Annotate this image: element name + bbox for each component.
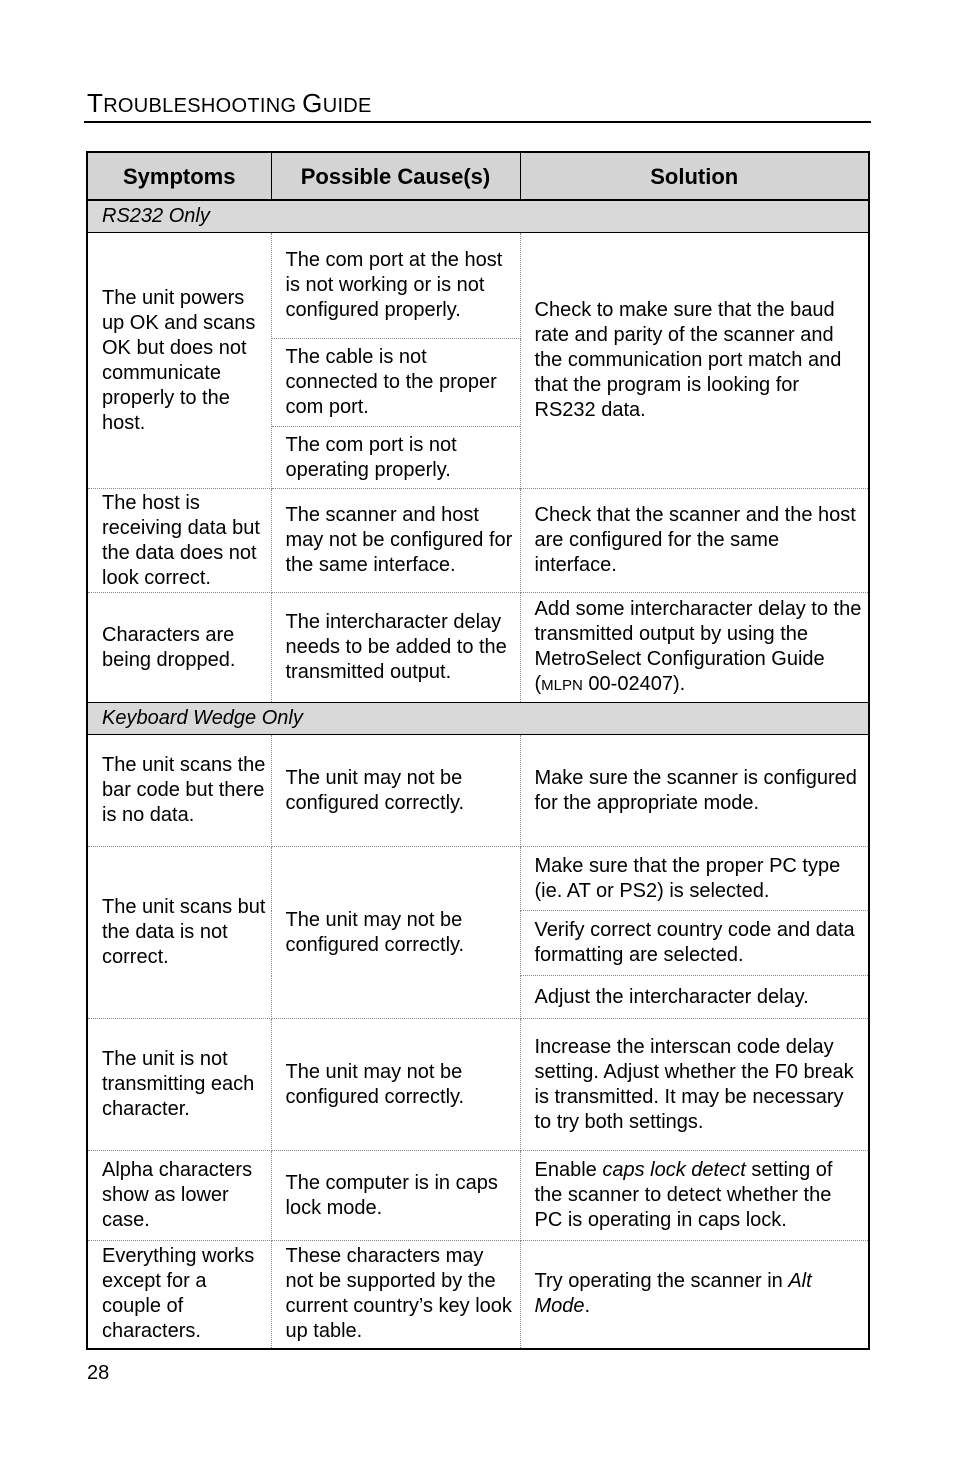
title-initial-g: G <box>302 88 323 118</box>
table-row <box>87 847 869 911</box>
solution-cell <box>520 593 869 703</box>
cause-cell: The computer is in caps lock mode. <box>271 1151 520 1241</box>
symptom-cell: Everything works except for a couple of characters. <box>87 1241 271 1349</box>
section-row-keyboard-wedge <box>87 703 869 735</box>
cause-cell: The unit may not be configured correctly. <box>271 1019 520 1151</box>
section-row-rs232 <box>87 200 869 233</box>
solution-cell: Check to make sure that the baud rate and parity of the scanner and the communication port match and that the program is looking for RS232 data. <box>520 233 869 489</box>
cause-cell: The cable is not connected to the proper com port. <box>271 339 520 427</box>
solution-text: setting of the scanner to detect whether the PC is operating in caps lock. <box>534 1159 833 1231</box>
title-rest-2: UIDE <box>322 95 372 117</box>
symptom-cell: The unit powers up OK and scans OK but does not communicate properly to the host. <box>87 233 271 489</box>
table-header-row <box>87 152 869 200</box>
solution-text: . <box>584 1295 591 1318</box>
section-label-rs232: RS232 Only <box>87 200 869 233</box>
solution-cell: Make sure the scanner is configured for the appropriate mode. <box>520 735 869 847</box>
title-initial-t: T <box>87 88 104 118</box>
title-underline <box>84 121 871 123</box>
troubleshooting-table <box>86 151 870 1350</box>
symptom-cell: The unit is not transmitting each character. <box>87 1019 271 1151</box>
solution-cell <box>520 1241 869 1349</box>
solution-text: Try operating the scanner in <box>534 1270 789 1293</box>
table-row <box>87 593 869 703</box>
solution-cell: Make sure that the proper PC type (ie. AT or PS2) is selected. <box>520 847 869 911</box>
header-solution: Solution <box>520 152 869 200</box>
symptom-cell: Characters are being dropped. <box>87 593 271 703</box>
header-causes: Possible Cause(s) <box>271 152 520 200</box>
solution-cell: Verify correct country code and data formatting are selected. <box>520 911 869 976</box>
cause-cell: The com port is not operating properly. <box>271 427 520 489</box>
symptom-cell: The unit scans but the data is not correct. <box>87 847 271 1019</box>
table-row <box>87 1019 869 1151</box>
solution-emphasis: caps lock detect <box>602 1159 746 1181</box>
cause-cell: The intercharacter delay needs to be added to the transmitted output. <box>271 593 520 703</box>
table-row <box>87 233 869 339</box>
table-row <box>87 1151 869 1241</box>
cause-cell: The scanner and host may not be configured for the same interface. <box>271 489 520 593</box>
solution-cell: Adjust the intercharacter delay. <box>520 976 869 1019</box>
cause-cell: The com port at the host is not working or is not configured properly. <box>271 233 520 339</box>
cause-cell: The unit may not be configured correctly. <box>271 847 520 1019</box>
symptom-cell: The unit scans the bar code but there is no data. <box>87 735 271 847</box>
symptom-cell: The host is receiving data but the data does not look correct. <box>87 489 271 593</box>
table-row <box>87 489 869 593</box>
symptom-cell: Alpha characters show as lower case. <box>87 1151 271 1241</box>
cause-cell: These characters may not be supported by the current country’s key look up table. <box>271 1241 520 1349</box>
solution-text: Enable <box>534 1159 603 1181</box>
mlpn-abbrev: MLPN <box>541 677 583 694</box>
header-symptoms: Symptoms <box>87 152 271 200</box>
page-title <box>87 88 372 119</box>
table-row <box>87 735 869 847</box>
table-row <box>87 1241 869 1349</box>
solution-text: 00-02407). <box>582 673 686 695</box>
solution-cell <box>520 1151 869 1241</box>
title-rest-1: ROUBLESHOOTING <box>103 95 303 117</box>
solution-cell: Increase the interscan code delay setting. Adjust whether the F0 break is transmitted. It may be necessary to try both settings. <box>520 1019 869 1151</box>
solution-cell: Check that the scanner and the host are configured for the same interface. <box>520 489 869 593</box>
solution-text: Add some intercharacter delay to the transmitted output by using the MetroSelect Configuration Guide ( <box>534 598 862 695</box>
page-number: 28 <box>87 1362 110 1384</box>
solution-emphasis: Alt Mode <box>534 1270 812 1318</box>
section-label-keyboard-wedge: Keyboard Wedge Only <box>87 703 869 735</box>
cause-cell: The unit may not be configured correctly. <box>271 735 520 847</box>
